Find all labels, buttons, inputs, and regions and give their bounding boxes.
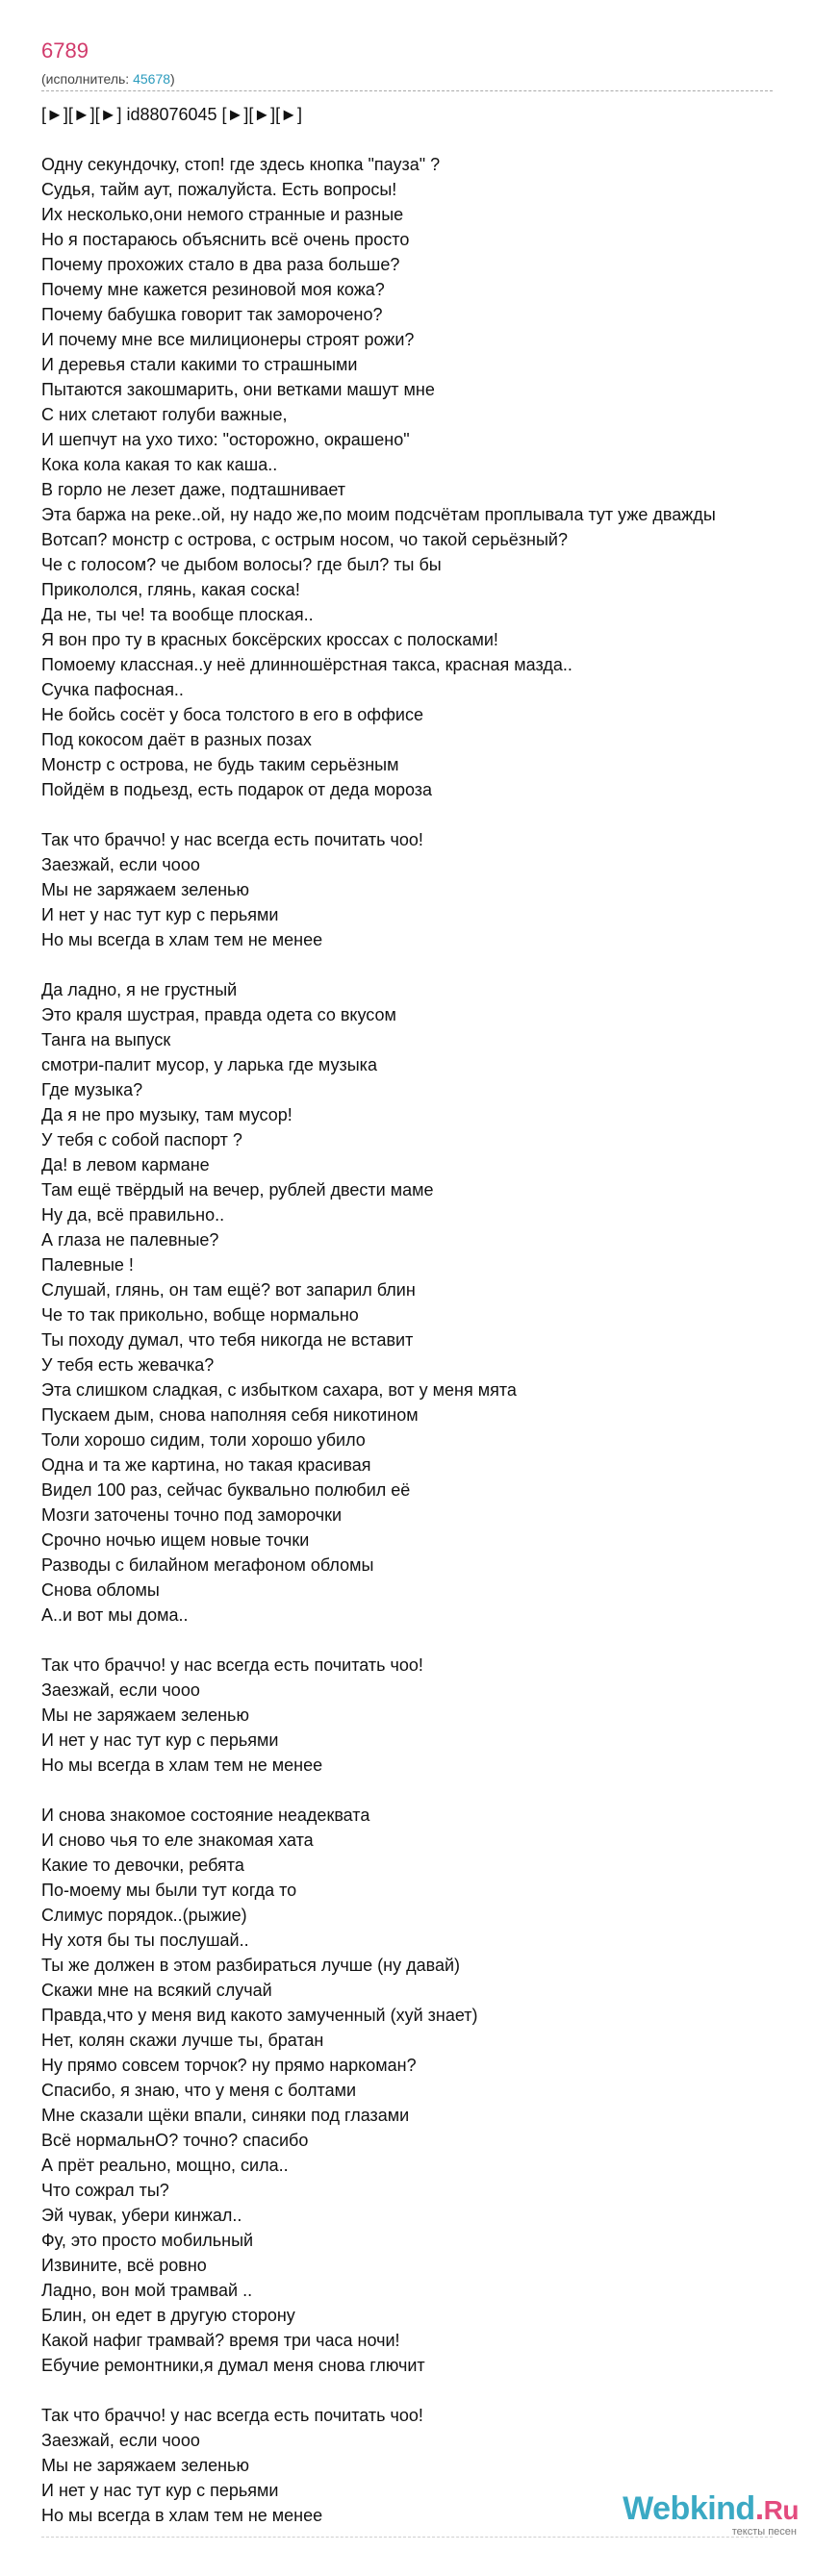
logo-ru: Ru bbox=[763, 2495, 799, 2525]
artist-link[interactable]: 45678 bbox=[133, 71, 171, 87]
header-divider bbox=[41, 90, 773, 91]
song-header bbox=[41, 38, 175, 88]
logo-tagline: тексты песен bbox=[731, 2526, 797, 2538]
song-title: 6789 bbox=[41, 38, 89, 63]
lyrics-text: [►][►][►] id88076045 [►][►][►] Одну секундочку, стоп! где здесь кнопка "пауза" ? Судья, тайм аут, пожалуйста. Есть вопросы! Их несколько,они немого странные и разные Но я постараюсь объяснить всё очень просто Почему прохожих стало в два раза больше? Почему мне кажется резиновой моя кожа? Почему бабушка говорит так заморочено? И почему мне все милиционеры строят рожи? И деревья стали какими то страшными Пытаются закошмарить, они ветками машут мне С них слетают голуби важные, И шепчут на ухо тихо: "осторожно, окрашено" Кока кола какая то как каша.. В горло не лезет даже, подташнивает Эта баржа на реке..ой, ну надо же,по моим подсчётам проплывала тут уже дважды Вотсап? монстр с острова, с острым носом, чо такой серьёзный? Че с голосом? че дыбом волосы? где был? ты бы Прикололся, глянь, какая соска! Да не, ты че! та вообще плоская.. Я вон про ту в красных боксёрских кроссах с полосками! Помоему классная..у неё длинношёрстная такса, красная мазда.. Сучка пафосная.. Не бойсь сосёт у боса толстого в его в оффисе Под кокосом даёт в разных позах Монстр с острова, не будь таким серьёзным Пойдём в подьезд, есть подарок от деда мороза Так что браччо! у нас всегда есть почитать чоо! Заезжай, если чооо Мы не заряжаем зеленью И нет у нас тут кур с перьями Но мы всегда в хлам тем не менее Да ладно, я не грустный Это краля шустрая, правда одета со вкусом Танга на выпуск смотри-палит мусор, у ларька где музыка Где музыка? Да я не про музыку, там мусор! У тебя с собой паспорт ? Да! в левом кармане Там ещё твёрдый на вечер, рублей двести маме Ну да, всё правильно.. А глаза не палевные? Палевные ! Слушай, глянь, он там ещё? вот запарил блин Че то так прикольно, вобще нормально Ты походу думал, что тебя никогда не вставит У тебя есть жевачка? Эта слишком сладкая, с избытком сахара, вот у меня мята Пускаем дым, снова наполняя себя никотином Толи хорошо сидим, толи хорошо убило Одна и та же картина, но такая красивая Видел 100 раз, сейчас буквально полюбил её Мозги заточены точно под заморочки Срочно ночью ищем новые точки Разводы с билайном мегафоном обломы Снова обломы А..и вот мы дома.. Так что браччо! у нас всегда есть почитать чоо! Заезжай, если чооо Мы не заряжаем зеленью И нет у нас тут кур с перьями Но мы всегда в хлам тем не менее И снова знакомое состояние неадеквата И сново чья то еле знакомая хата Какие то девочки, ребята По-моему мы были тут когда то Слимус порядок..(рыжие) Ну хотя бы ты послушай.. Ты же должен в этом разбираться лучше (ну давай) Скажи мне на всякий случай Правда,что у меня вид какото замученный (хуй знает) Нет, колян скажи лучше ты, братан Ну прямо совсем торчок? ну прямо наркоман? Спасибо, я знаю, что у меня с болтами Мне сказали щёки впали, синяки под глазами Всё нормальнО? точно? спасибо А прёт реально, мощно, сила.. Что сожрал ты? Эй чувак, убери кинжал.. Фу, это просто мобильный Извините, всё ровно Ладно, вон мой трамвай .. Блин, он едет в другую сторону Какой нафиг трамвай? время три часа ночи! Ебучие ремонтники,я думал меня снова глючит Так что браччо! у нас всегда есть почитать чоо! Заезжай, если чооо Мы не заряжаем зеленью И нет у нас тут кур с перьями Но мы всегда в хлам тем не менее bbox=[41, 105, 716, 2525]
logo-wordmark bbox=[623, 2491, 799, 2528]
artist-line bbox=[41, 70, 175, 88]
site-logo[interactable] bbox=[623, 2491, 799, 2538]
logo-dot: . bbox=[754, 2490, 764, 2527]
artist-prefix: (исполнитель: bbox=[41, 71, 134, 87]
logo-kind: kind bbox=[689, 2490, 755, 2527]
artist-suffix: ) bbox=[170, 71, 175, 87]
logo-web: Web bbox=[623, 2490, 690, 2527]
